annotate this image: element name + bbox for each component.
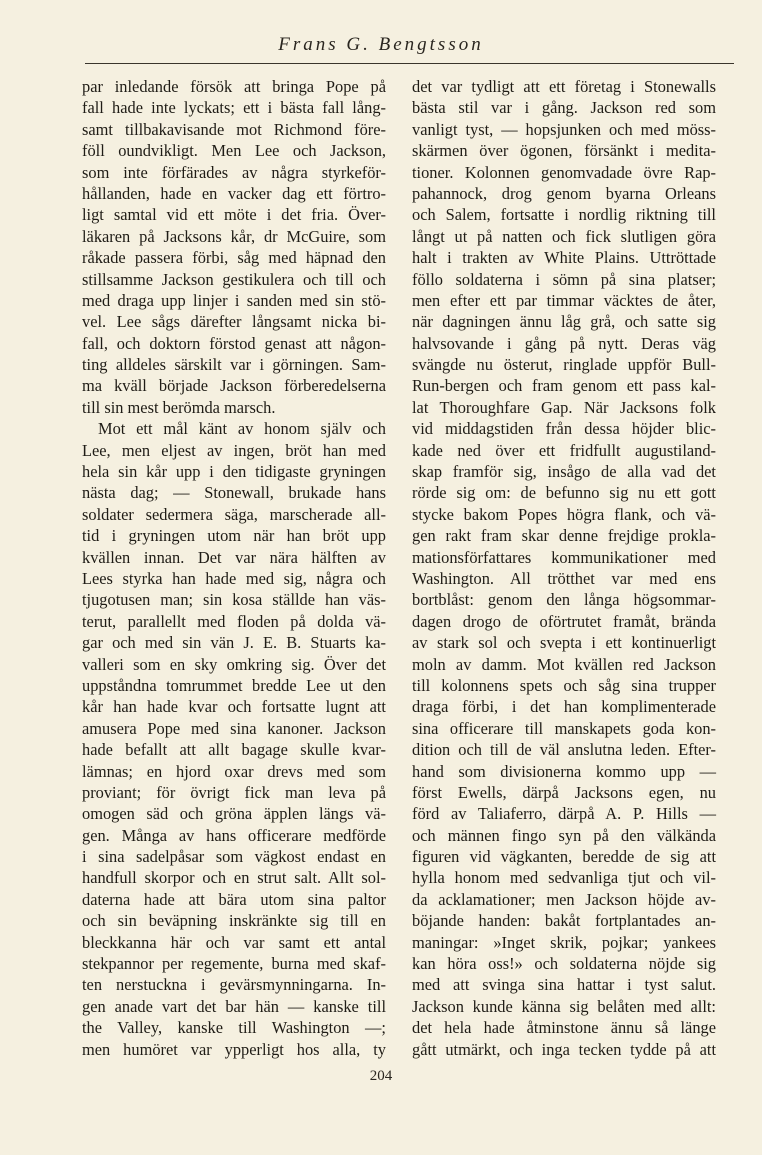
text-line: föllo soldaterna i sömn på sina platser; (412, 269, 716, 289)
text-line: som inte förfärades av några styrkeför- (82, 162, 386, 182)
text-line: gen. Många av hans officerare medförde (82, 825, 386, 845)
text-line: mationsförfattares kommunikationer med (412, 547, 716, 567)
text-line: hylla honom med sedvanliga tjut och vil- (412, 868, 716, 888)
text-line: Washington. All trötthet var med ens (412, 568, 716, 588)
paragraph-start-line: Mot ett mål känt av honom själv och (98, 419, 386, 439)
text-line: hela sin kår upp i den tidigaste gryningen (82, 462, 386, 482)
text-line: terut, parallellt med floden på dolda vä- (82, 611, 386, 631)
running-header: Frans G. Bengtsson (278, 34, 484, 55)
page-number: 204 (369, 1068, 393, 1084)
text-line: men humöret var ypperligt hos alla, ty (82, 1039, 386, 1059)
text-line: svängde nu österut, ringlade uppför Bull- (412, 355, 716, 375)
text-line: först Ewells, därpå Jacksons egen, nu (412, 782, 716, 802)
text-line: lämnas; en hjord oxar drevs med som (82, 761, 386, 781)
text-line: med draga upp linjer i sanden med sin stö- (82, 290, 386, 310)
text-line: soldater sedermera säga, marscherade all- (82, 504, 386, 524)
text-line: valleri som en sky omkring sig. Över det (82, 654, 386, 674)
text-line: råkade passera förbi, såg med häpnad den (82, 248, 386, 268)
left-column (82, 76, 386, 1060)
text-line: kår han hade kvar och fortsatte lugnt att (82, 697, 386, 717)
text-line: långt ut på natten och fick slutligen göra (412, 226, 716, 246)
text-line: gen anade vart det bar hän — kanske till (82, 996, 386, 1016)
text-line: skärmen över ögonen, försänkt i medita- (412, 141, 716, 161)
text-line: gen rakt fram skar denne frejdige prokla- (412, 526, 716, 546)
header-rule (85, 63, 734, 64)
right-column (412, 76, 716, 1060)
text-line: tid i gryningen utom när han bröt upp (82, 526, 386, 546)
text-line: med att svinga sina hattar i tyst salut. (412, 975, 716, 995)
text-line: när dagningen ännu låg grå, och satte sig (412, 312, 716, 332)
text-line: och Salem, fortsatte i nordlig riktning till (412, 205, 716, 225)
text-line: moln av damm. Mot kvällen red Jackson (412, 654, 716, 674)
text-line: Jackson kunde känna sig belåten med allt: (412, 996, 716, 1016)
text-line: kan höra oss!» och soldaterna nöjde sig (412, 954, 716, 974)
text-line: av stark sol och svepta i ett kontinuerligt (412, 633, 716, 653)
text-line: föll oundvikligt. Men Lee och Jackson, (82, 141, 386, 161)
text-line: halt i trakten av White Plains. Uttröttade (412, 248, 716, 268)
text-line: kvällen innan. Det var nära hälften av (82, 547, 386, 567)
text-line: vanligt tyst, — hopsjunken och med möss- (412, 119, 716, 139)
text-line: ting alldeles särskilt var i görningen. Sam- (82, 355, 386, 375)
text-line: vid middagstiden från dessa höjder blic- (412, 419, 716, 439)
text-line: pahannock, drog genom byarna Orleans (412, 183, 716, 203)
text-line: vel. Lee sågs därefter långsamt nicka bi- (82, 312, 386, 332)
text-line: sina officerare till manskapets goda kon- (412, 718, 716, 738)
text-line: handfull skorpor och en strut salt. Allt sol- (82, 868, 386, 888)
text-line: stekpannor per regemente, burna med skaf- (82, 954, 386, 974)
text-line: till sin mest berömda marsch. (82, 397, 276, 417)
text-line: proviant; för övrigt fick man leva på (82, 782, 386, 802)
text-line: det hela hade åtminstone ännu så länge (412, 1018, 716, 1038)
text-line: hade befallt att allt bagage skulle kvar- (82, 740, 386, 760)
text-line: stycke bakom Popes högra flank, och vä- (412, 504, 716, 524)
text-line: figuren vid vägkanten, beredde de sig att (412, 847, 716, 867)
text-line: förd av Taliaferro, därpå A. P. Hills — (412, 804, 716, 824)
text-line: the Valley, kanske till Washington —; (82, 1018, 386, 1038)
text-line: Run-bergen och fram genom ett pass kal- (412, 376, 716, 396)
text-line: daterna hade att bära utom sina paltor (82, 889, 386, 909)
text-line: maningar: »Inget skrik, pojkar; yankees (412, 932, 716, 952)
text-line: bortblåst: genom den långa högsommar- (412, 590, 716, 610)
text-line: lat Thoroughfare Gap. När Jacksons folk (412, 397, 716, 417)
text-line: kade ned över ett fridfullt augustiland- (412, 440, 716, 460)
text-line: skap framför sig, insågo de alla vad det (412, 462, 716, 482)
text-line: dagen drogo de oförtrutet framåt, brända (412, 611, 716, 631)
text-line: halvsovande i gång på nytt. Deras väg (412, 333, 716, 353)
text-line: fall, och doktorn förstod genast att någon- (82, 333, 386, 353)
text-line: bästa stil var i gång. Jackson red som (412, 98, 716, 118)
text-line: läkaren på Jacksons kår, dr McGuire, som (82, 226, 386, 246)
text-line: böjande handen: bakåt fortplantades an- (412, 911, 716, 931)
text-line: stillsamme Jackson gestikulera och till och (82, 269, 386, 289)
text-line: fall hade inte lyckats; ett i bästa fall lång- (82, 98, 386, 118)
text-line: tjugotusen man; sin kosa ställde han väs- (82, 590, 386, 610)
text-line: draga förbi, i det han komplimenterade (412, 697, 716, 717)
text-line: bleckkanna här och var samt ett antal (82, 932, 386, 952)
text-line: och männen fingo syn på den välkända (412, 825, 716, 845)
text-line: ma kväll började Jackson förberedelserna (82, 376, 386, 396)
text-line: det var tydligt att ett företag i Stonewalls (412, 77, 716, 96)
text-line: ten nerstuckna i gevärsmynningarna. In- (82, 975, 386, 995)
text-line: nästa dag; — Stonewall, brukade hans (82, 483, 386, 503)
text-line: Lees styrka han hade med sig, några och (82, 568, 386, 588)
text-line: dition och till de väl anslutna leden. Efter- (412, 740, 716, 760)
text-line: gar och med sin vän J. E. B. Stuarts ka- (82, 633, 386, 653)
text-line: amusera Pope med sina kanoner. Jackson (82, 718, 386, 738)
text-line: hand som divisionerna kommo upp — (412, 761, 716, 781)
text-line: uppståndna tomrummet bredde Lee ut den (82, 675, 386, 695)
text-line: hållanden, hade en vacker dag ett förtro- (82, 183, 386, 203)
text-line: da acklamationer; men Jackson höjde av- (412, 889, 716, 909)
text-line: omogen säd och gröna äpplen längs vä- (82, 804, 386, 824)
text-line: tioner. Kolonnen genomvadade övre Rap- (412, 162, 716, 182)
text-line: ligt samtal vid ett möte i det fria. Över- (82, 205, 386, 225)
text-line: par inledande försök att bringa Pope på (82, 77, 386, 96)
text-line: rörde sig om: de befunno sig nu ett gott (412, 483, 716, 503)
text-line: men efter ett par timmar väcktes de åter, (412, 290, 716, 310)
text-line: samt tillbakavisande mot Richmond före- (82, 119, 386, 139)
text-line: och sin beväpning inskränkte sig till en (82, 911, 386, 931)
text-line: i sina sadelpåsar som vägkost endast en (82, 847, 386, 867)
text-line: till kolonnens spets och såg sina trupper (412, 675, 716, 695)
text-line: Lee, men eljest av ingen, bröt han med (82, 440, 386, 460)
text-line: gått utmärkt, och inga tecken tydde på att (412, 1039, 716, 1059)
